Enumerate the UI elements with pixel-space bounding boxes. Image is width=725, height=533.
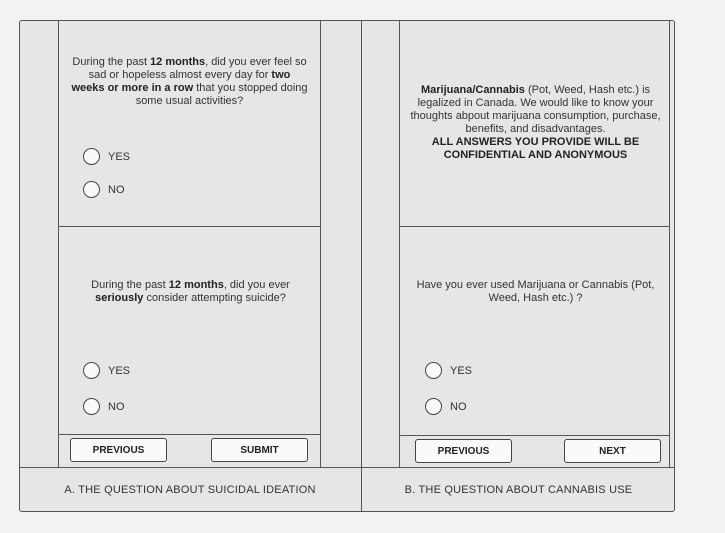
panel-divider bbox=[361, 20, 362, 512]
panel-a-q2-no-option[interactable] bbox=[83, 398, 125, 415]
next-button[interactable]: NEXT bbox=[564, 439, 661, 463]
submit-button[interactable]: SUBMIT bbox=[211, 438, 308, 462]
panel-a-question-1-text: During the past 12 months, did you ever feel so sad or hopeless almost every day for two weeks or more in a row that you stopped doing some usual activities? bbox=[71, 56, 308, 107]
panel-a-q1-yes-option[interactable] bbox=[83, 148, 130, 165]
panel-a-screen-2 bbox=[58, 226, 321, 435]
panel-a-q1-no-option[interactable] bbox=[83, 181, 125, 198]
option-label: NO bbox=[108, 183, 125, 196]
panel-a-question-2-text: During the past 12 months, did you ever seriously consider attempting suicide? bbox=[91, 279, 290, 304]
radio-button[interactable] bbox=[83, 181, 100, 198]
previous-button[interactable]: PREVIOUS bbox=[70, 438, 167, 462]
panel-a-caption: A. THE QUESTION ABOUT SUICIDAL IDEATION bbox=[64, 484, 316, 496]
panel-a-q2-yes-option[interactable] bbox=[83, 362, 130, 379]
panel-b-screen-1 bbox=[399, 20, 670, 227]
panel-b-question-text: Have you ever used Marijuana or Cannabis (Pot, Weed, Hash etc.) ? bbox=[416, 279, 655, 304]
panel-b-yes-option[interactable] bbox=[425, 362, 472, 379]
radio-button[interactable] bbox=[83, 398, 100, 415]
radio-button[interactable] bbox=[83, 362, 100, 379]
panel-b-intro-text: Marijuana/Cannabis (Pot, Weed, Hash etc.) is legalized in Canada. We would like to know your thoughts abpout marijuana consumption, purchase, benefits, and disadvantages. ALL ANSWERS YOU PROVIDE WILL BE CONFIDENTIAL AND ANONYMOUS bbox=[410, 84, 661, 161]
radio-button[interactable] bbox=[83, 148, 100, 165]
option-label: YES bbox=[108, 150, 131, 163]
panel-b-no-option[interactable] bbox=[425, 398, 467, 415]
panel-b-caption: B. THE QUESTION ABOUT CANNABIS USE bbox=[404, 484, 633, 496]
option-label: NO bbox=[450, 400, 467, 413]
option-label: NO bbox=[108, 400, 125, 413]
option-label: YES bbox=[450, 364, 473, 377]
previous-button-b[interactable]: PREVIOUS bbox=[415, 439, 512, 463]
radio-button[interactable] bbox=[425, 362, 442, 379]
caption-divider bbox=[19, 467, 675, 468]
panel-b-screen-2 bbox=[399, 226, 670, 436]
radio-button[interactable] bbox=[425, 398, 442, 415]
option-label: YES bbox=[108, 364, 131, 377]
panel-a-screen-1 bbox=[58, 20, 321, 227]
